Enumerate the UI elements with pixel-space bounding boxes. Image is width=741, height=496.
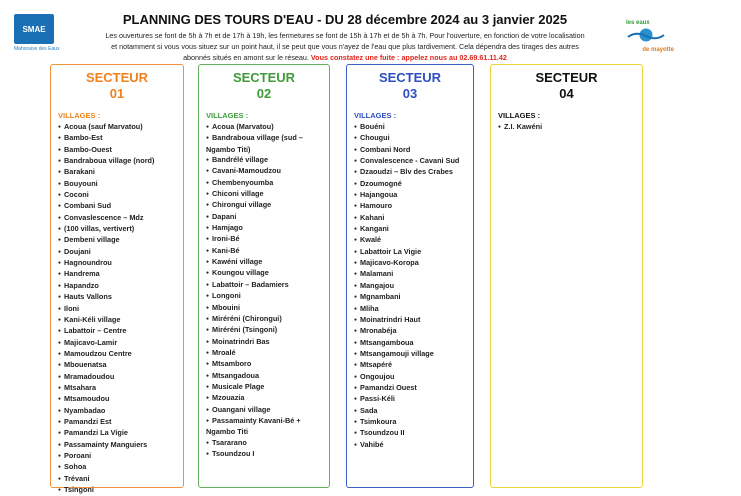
village-item: ● Mtsangadoua (206, 371, 323, 382)
eaux-logo-top-text: les eaux (626, 20, 650, 26)
village-item: ● Majicavo-Koropa (354, 258, 467, 269)
sector-number: 03 (402, 86, 418, 101)
village-item: ● Acoua (Marvatou) (206, 122, 323, 133)
village-item: ● Labattoir – Centre (58, 326, 177, 337)
village-item: ● Acoua (sauf Marvatou) (58, 122, 177, 133)
village-item: ● Mzouazia (206, 393, 323, 404)
village-item: ● Sada (354, 406, 467, 417)
village-item: ● Majicavo-Lamir (58, 338, 177, 349)
village-item: ● Coconi (58, 190, 177, 201)
village-item: ● Ironi-Bé (206, 234, 323, 245)
village-item: ● Passamainty Kavani-Bé + Ngambo Titi (206, 416, 323, 438)
instructions-line-3 (70, 52, 620, 63)
village-item: ● (100 villas, vertivert) (58, 224, 177, 235)
villages-label: VILLAGES : (354, 111, 397, 120)
village-item: ● Kahani (354, 213, 467, 224)
village-item: ● Bouyouni (58, 179, 177, 190)
village-item: ● Miréréni (Chirongui) (206, 314, 323, 325)
sector-card-04 (490, 64, 643, 488)
village-item: ● Miréréni (Tsingoni) (206, 325, 323, 336)
village-item: ● Hauts Vallons (58, 292, 177, 303)
village-item: ● Combani Sud (58, 201, 177, 212)
village-item: ● Kwalé (354, 235, 467, 246)
villages-label: VILLAGES : (498, 111, 541, 120)
sector-card-02 (198, 64, 330, 488)
instructions (70, 30, 620, 63)
village-item: ● Pamandzi La Vigie (58, 428, 177, 439)
villages-label: VILLAGES : (58, 111, 101, 120)
village-item: ● Chembenyoumba (206, 178, 323, 189)
village-item: ● Bandraboua village (sud – Ngambo Titi) (206, 133, 323, 155)
leak-notice: Vous constatez une fuite : appelez nous au 02.69.61.11.42 (310, 53, 507, 62)
village-item: ● Hajangoua (354, 190, 467, 201)
village-item: ● Labattoir – Badamiers (206, 280, 323, 291)
village-item: ● Mtsamoudou (58, 394, 177, 405)
village-item: ● Sohoa (58, 462, 177, 473)
village-item: ● Tsoundzou I (206, 449, 323, 460)
village-item: ● Musicale Plage (206, 382, 323, 393)
village-item: ● Dzoumogné (354, 179, 467, 190)
village-item: ● Mtsangamouji village (354, 349, 467, 360)
village-item: ● Mtsahara (58, 383, 177, 394)
village-item: ● Kani-Kéli village (58, 315, 177, 326)
village-list (199, 122, 329, 460)
village-item: ● Mliha (354, 304, 467, 315)
sector-label: SECTEUR (535, 70, 598, 85)
village-item: ● Labattoir La Vigie (354, 247, 467, 258)
village-item: ● Chiconi village (206, 189, 323, 200)
village-item: ● Tsingoni (58, 485, 177, 496)
sector-title (491, 70, 642, 102)
sector-title (51, 70, 183, 102)
village-item: ● Bouéni (354, 122, 467, 133)
village-item: ● Poroani (58, 451, 177, 462)
village-item: ● Mtsapéré (354, 360, 467, 371)
sector-label: SECTEUR (232, 70, 296, 85)
village-item: ● Hagnoundrou (58, 258, 177, 269)
village-item: ● Mgnambani (354, 292, 467, 303)
instructions-line-1: Les ouvertures se font de 5h à 7h et de 17h à 19h, les fermetures se font de 15h à 17h et de 5h à 7h. Pour l'ouverture, en fonction de votre localisation (105, 31, 585, 40)
village-item: ● Mtsamboro (206, 359, 323, 370)
village-item: ● Pamandzi Ouest (354, 383, 467, 394)
village-item: ● Koungou village (206, 268, 323, 279)
sector-card-01 (50, 64, 184, 494)
smae-logo-tagline: Mahoraise des Eaux (14, 46, 60, 52)
village-item: ● Combani Nord (354, 145, 467, 156)
village-item: ● Passamainty Manguiers (58, 440, 177, 451)
village-item: ● Doujani (58, 247, 177, 258)
village-item: ● Barakani (58, 167, 177, 178)
village-item: ● Mamoudzou Centre (58, 349, 177, 360)
village-item: ● Chirongui village (206, 200, 323, 211)
village-item: ● Handrema (58, 269, 177, 280)
village-item: ● Bandrélé village (206, 155, 323, 166)
village-item: ● Tsoundzou II (354, 428, 467, 439)
village-list (491, 122, 642, 133)
village-item: ● Bandraboua village (nord) (58, 156, 177, 167)
village-item: ● Malamani (354, 269, 467, 280)
village-item: ● Convaslescence – Mdz (58, 213, 177, 224)
village-list (347, 122, 473, 451)
village-list (51, 122, 183, 496)
sector-title (347, 70, 473, 102)
sector-label: SECTEUR (378, 70, 442, 85)
village-item: ● Kawéni village (206, 257, 323, 268)
village-item: ● Mramadoudou (58, 372, 177, 383)
page-title: PLANNING DES TOURS D'EAU - DU 28 décembre 2024 au 3 janvier 2025 (122, 12, 568, 27)
village-item: ● Convalescence - Cavani Sud (354, 156, 467, 167)
village-item: ● Ongoujou (354, 372, 467, 383)
village-item: ● Mangajou (354, 281, 467, 292)
village-item: ● Bambo-Est (58, 133, 177, 144)
village-item: ● Hamouro (354, 201, 467, 212)
village-item: ● Cavani-Mamoudzou (206, 166, 323, 177)
village-item: ● Mbouenatsa (58, 360, 177, 371)
village-item: ● Tsararano (206, 438, 323, 449)
village-item: ● Mbouini (206, 303, 323, 314)
sector-number: 04 (559, 86, 574, 101)
village-item: ● Dembeni village (58, 235, 177, 246)
village-item: ● Mronabéja (354, 326, 467, 337)
village-item: ● Hapandzo (58, 281, 177, 292)
sector-label: SECTEUR (85, 70, 149, 85)
sector-title (199, 70, 329, 102)
village-item: ● Z.I. Kawéni (498, 122, 636, 133)
village-item: ● Mroalé (206, 348, 323, 359)
sector-number: 01 (109, 86, 125, 101)
village-item: ● Passi-Kéli (354, 394, 467, 405)
instructions-line-3-text: abonnés situés en amont sur le réseau. (183, 53, 309, 62)
village-item: ● Mtsangamboua (354, 338, 467, 349)
village-item: ● Dapani (206, 212, 323, 223)
village-item: ● Moinatrindri Haut (354, 315, 467, 326)
smae-logo (14, 14, 62, 54)
wave-icon (626, 28, 666, 42)
instructions-line-2: et notamment si vous vous situez sur un point haut, il se peut que vous n'ayez de l'eau que plus tardivement. Cela dépendra des tirages des autres (111, 42, 579, 51)
village-item: ● Moinatrindri Bas (206, 337, 323, 348)
village-item: ● Tsimkoura (354, 417, 467, 428)
village-item: ● Chougui (354, 133, 467, 144)
village-item: ● Vahibé (354, 440, 467, 451)
village-item: ● Nyambadao (58, 406, 177, 417)
villages-label: VILLAGES : (206, 111, 249, 120)
smae-logo-text: SMAE (14, 14, 54, 44)
village-item: ● Kani-Bé (206, 246, 323, 257)
village-item: ● Trévani (58, 474, 177, 485)
village-item: ● Iloni (58, 304, 177, 315)
village-item: ● Dzaoudzi – Blv des Crabes (354, 167, 467, 178)
eaux-de-mayotte-logo (626, 20, 674, 58)
village-item: ● Longoni (206, 291, 323, 302)
sector-number: 02 (256, 86, 272, 101)
village-item: ● Hamjago (206, 223, 323, 234)
village-item: ● Kangani (354, 224, 467, 235)
village-item: ● Pamandzi Est (58, 417, 177, 428)
sector-card-03 (346, 64, 474, 488)
page-header (70, 12, 620, 63)
village-item: ● Ouangani village (206, 405, 323, 416)
village-item: ● Bambo-Ouest (58, 145, 177, 156)
eaux-logo-bottom-text: de mayotte (642, 47, 674, 53)
